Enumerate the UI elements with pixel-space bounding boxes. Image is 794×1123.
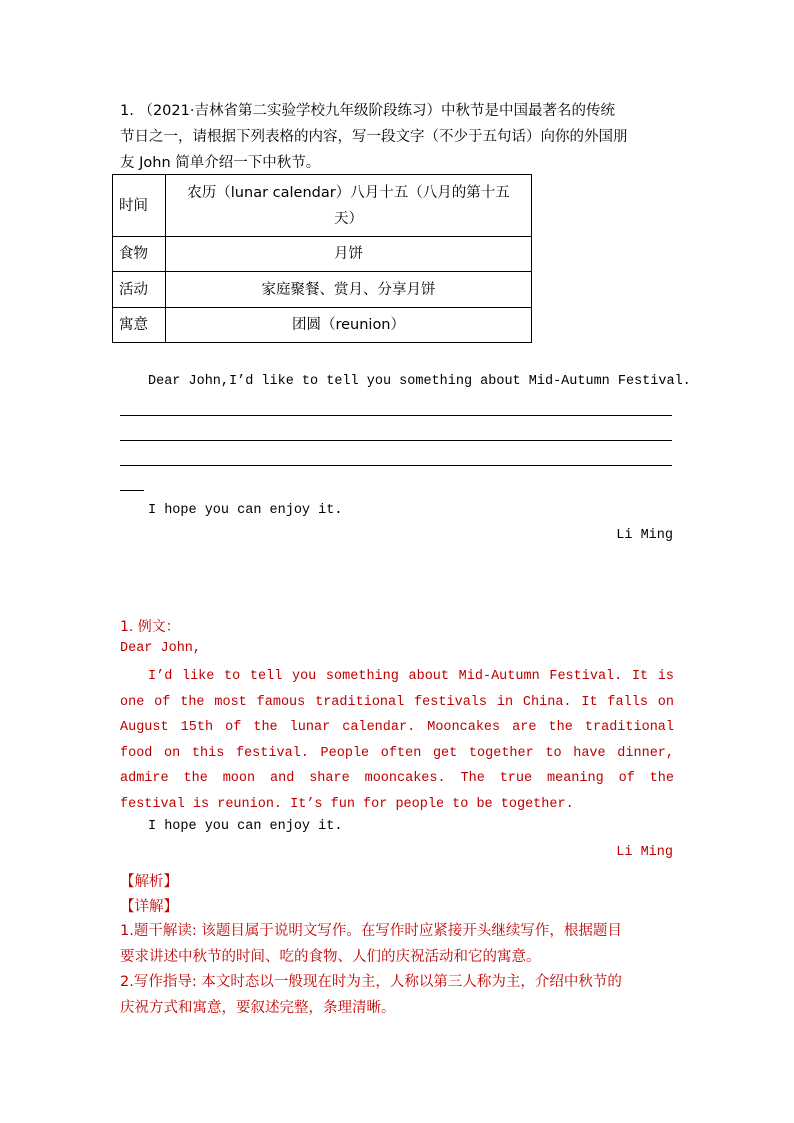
table-label: 活动 [113,272,166,308]
answer-heading: 1. 例文： [120,619,180,635]
analysis-tag: 【解析】 [120,874,178,890]
table-label: 时间 [113,175,166,237]
question-line-3: 友 John 简单介绍一下中秋节。 [120,155,321,171]
table-value-line: 农历（lunar calendar）八月十五（八月的第十五 [187,184,510,201]
table-label: 食物 [113,237,166,272]
prompt-opening: Dear John,I’d like to tell you something about Mid-Autumn Festival. [148,374,691,389]
table-row [113,175,532,237]
answer-line-short [120,490,144,491]
table-value: 家庭聚餐、赏月、分享月饼 [166,272,532,308]
detail-tag: 【详解】 [120,899,178,915]
table-row [113,308,532,343]
table-value: 团圆（reunion） [166,308,532,343]
table-row [113,237,532,272]
answer-line [120,415,672,416]
answer-closing: I hope you can enjoy it. [148,819,343,834]
analysis-p1-line2: 要求讲述中秋节的时间、吃的食物、人们的庆祝活动和它的寓意。 [120,949,541,965]
table-value-line: 天） [334,210,363,227]
answer-signature: Li Ming [616,845,673,860]
question-line-1: 1. （2021·吉林省第二实验学校九年级阶段练习）中秋节是中国最著名的传统 [120,103,615,119]
table-value: 月饼 [166,237,532,272]
table-label: 寓意 [113,308,166,343]
analysis-p2-line2: 庆祝方式和寓意，要叙述完整，条理清晰。 [120,1000,396,1016]
table-row [113,272,532,308]
analysis-p2-line1: 2.写作指导: 本文时态以一般现在时为主，人称以第三人称为主，介绍中秋节的 [120,974,622,990]
question-line-2: 节日之一，请根据下列表格的内容，写一段文字（不少于五句话）向你的外国朋 [120,129,628,145]
answer-body: I’d like to tell you something about Mid-Autumn Festival. It is one of the most famous traditional festivals in China. It falls on August 15th of the lunar calendar. Mooncakes are the traditional food on this festival. People often get together to have dinner, admire the moon and share mooncakes. The true meaning of the festival is reunion. It’s fun for people to be together. [120,669,674,812]
analysis-p1-line1: 1.题干解读: 该题目属于说明文写作。在写作时应紧接开头继续写作，根据题目 [120,923,622,939]
prompt-signature: Li Ming [616,528,673,543]
festival-info-table [112,174,532,343]
answer-line [120,465,672,466]
answer-salutation: Dear John, [120,641,202,656]
table-value [166,175,532,237]
answer-line [120,440,672,441]
prompt-closing: I hope you can enjoy it. [148,503,343,518]
